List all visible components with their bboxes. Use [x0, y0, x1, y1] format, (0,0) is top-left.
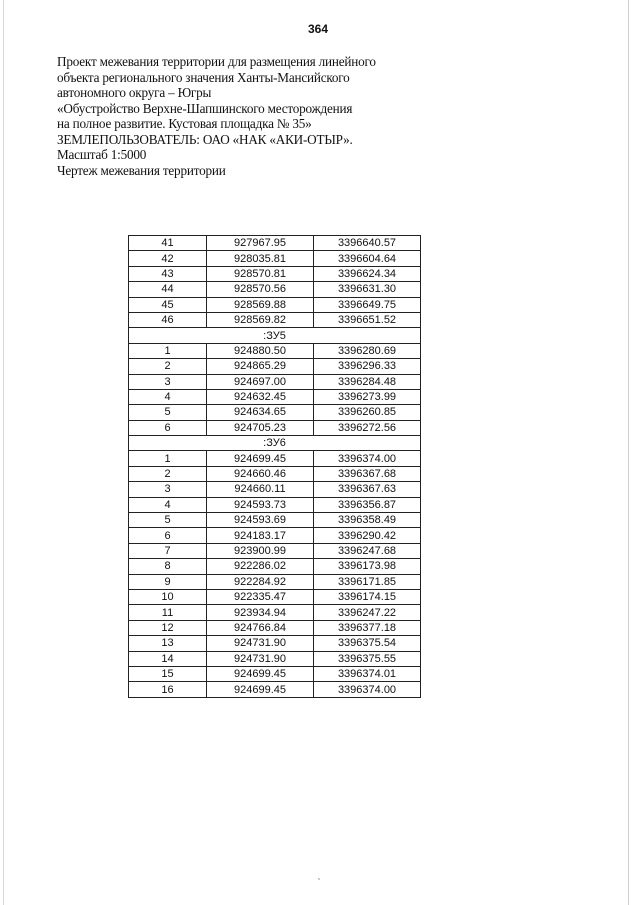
table-row: [129, 682, 421, 697]
table-row: [129, 589, 421, 604]
y-coordinate-cell: 3396651.52: [314, 312, 421, 327]
x-coordinate-cell: 924705.23: [207, 420, 314, 435]
table-row: [129, 282, 421, 297]
point-number-cell: 6: [129, 420, 207, 435]
x-coordinate-cell: 928570.56: [207, 282, 314, 297]
point-number-cell: 5: [129, 405, 207, 420]
point-number-cell: 46: [129, 312, 207, 327]
x-coordinate-cell: 922335.47: [207, 589, 314, 604]
y-coordinate-cell: 3396631.30: [314, 282, 421, 297]
table-row: [129, 266, 421, 281]
table-row: [129, 559, 421, 574]
table-row: [129, 466, 421, 481]
point-number-cell: 44: [129, 282, 207, 297]
x-coordinate-cell: 922284.92: [207, 574, 314, 589]
point-number-cell: 4: [129, 497, 207, 512]
x-coordinate-cell: 928570.81: [207, 266, 314, 281]
point-number-cell: 9: [129, 574, 207, 589]
y-coordinate-cell: 3396284.48: [314, 374, 421, 389]
title-line-landuser: ЗЕМЛЕПОЛЬЗОВАТЕЛЬ: ОАО «НАК «АКИ-ОТЫР».: [57, 131, 353, 147]
x-coordinate-cell: 922286.02: [207, 559, 314, 574]
table-row: [129, 528, 421, 543]
title-line-drawing: Чертеж межевания территории: [57, 162, 226, 178]
document-title-block: [57, 54, 387, 178]
y-coordinate-cell: 3396640.57: [314, 236, 421, 251]
y-coordinate-cell: 3396367.68: [314, 466, 421, 481]
x-coordinate-cell: 924865.29: [207, 359, 314, 374]
point-number-cell: 1: [129, 451, 207, 466]
point-number-cell: 8: [129, 559, 207, 574]
point-number-cell: 16: [129, 682, 207, 697]
title-line-pad: на полное развитие. Кустовая площадка № 35»: [57, 116, 312, 131]
x-coordinate-cell: 924660.46: [207, 466, 314, 481]
y-coordinate-cell: 3396247.22: [314, 605, 421, 620]
y-coordinate-cell: 3396375.55: [314, 651, 421, 666]
y-coordinate-cell: 3396174.15: [314, 589, 421, 604]
table-row: [129, 389, 421, 404]
x-coordinate-cell: 924880.50: [207, 343, 314, 358]
y-coordinate-cell: 3396171.85: [314, 574, 421, 589]
y-coordinate-cell: 3396356.87: [314, 497, 421, 512]
point-number-cell: 2: [129, 359, 207, 374]
x-coordinate-cell: 924634.65: [207, 405, 314, 420]
table-row: [129, 297, 421, 312]
x-coordinate-cell: 924766.84: [207, 620, 314, 635]
x-coordinate-cell: 924699.45: [207, 451, 314, 466]
table-row: [129, 420, 421, 435]
y-coordinate-cell: 3396358.49: [314, 513, 421, 528]
y-coordinate-cell: 3396247.68: [314, 543, 421, 558]
title-line-scale: Масштаб 1:5000: [57, 147, 147, 162]
table-row: [129, 574, 421, 589]
table-row: [129, 666, 421, 681]
point-number-cell: 3: [129, 482, 207, 497]
y-coordinate-cell: 3396260.85: [314, 405, 421, 420]
point-number-cell: 42: [129, 251, 207, 266]
section-label: :ЗУ6: [129, 436, 421, 451]
y-coordinate-cell: 3396273.99: [314, 389, 421, 404]
scan-speck: [318, 878, 320, 880]
table-row: [129, 497, 421, 512]
point-number-cell: 10: [129, 589, 207, 604]
y-coordinate-cell: 3396604.64: [314, 251, 421, 266]
table-row: [129, 605, 421, 620]
point-number-cell: 7: [129, 543, 207, 558]
y-coordinate-cell: 3396377.18: [314, 620, 421, 635]
title-line-region: автономного округа – Югры: [57, 85, 212, 100]
point-number-cell: 45: [129, 297, 207, 312]
table-row: [129, 374, 421, 389]
title-line-project: Проект межевания территории для размещения линейного: [57, 54, 376, 69]
y-coordinate-cell: 3396374.00: [314, 682, 421, 697]
table-row: [129, 651, 421, 666]
table-row: [129, 405, 421, 420]
y-coordinate-cell: 3396280.69: [314, 343, 421, 358]
x-coordinate-cell: 924699.45: [207, 666, 314, 681]
y-coordinate-cell: 3396375.54: [314, 636, 421, 651]
table-row: [129, 620, 421, 635]
x-coordinate-cell: 928035.81: [207, 251, 314, 266]
point-number-cell: 6: [129, 528, 207, 543]
y-coordinate-cell: 3396367.63: [314, 482, 421, 497]
table-row: [129, 543, 421, 558]
table-row: [129, 343, 421, 358]
page-edge-left: [3, 0, 4, 905]
point-number-cell: 13: [129, 636, 207, 651]
x-coordinate-cell: 928569.88: [207, 297, 314, 312]
title-line-field: «Обустройство Верхне-Шапшинского месторождения: [57, 100, 353, 116]
point-number-cell: 3: [129, 374, 207, 389]
table-row: [129, 236, 421, 251]
point-number-cell: 1: [129, 343, 207, 358]
point-number-cell: 12: [129, 620, 207, 635]
x-coordinate-cell: 923900.99: [207, 543, 314, 558]
x-coordinate-cell: 924183.17: [207, 528, 314, 543]
y-coordinate-cell: 3396173.98: [314, 559, 421, 574]
point-number-cell: 4: [129, 389, 207, 404]
y-coordinate-cell: 3396374.01: [314, 666, 421, 681]
y-coordinate-cell: 3396649.75: [314, 297, 421, 312]
y-coordinate-cell: 3396374.00: [314, 451, 421, 466]
section-label: :ЗУ5: [129, 328, 421, 343]
point-number-cell: 5: [129, 513, 207, 528]
point-number-cell: 43: [129, 266, 207, 281]
coordinates-table-body: [129, 236, 421, 698]
x-coordinate-cell: 923934.94: [207, 605, 314, 620]
title-line-object: объекта регионального значения Ханты-Мансийского: [57, 69, 350, 85]
x-coordinate-cell: 924593.73: [207, 497, 314, 512]
table-row: [129, 312, 421, 327]
point-number-cell: 15: [129, 666, 207, 681]
table-row: [129, 636, 421, 651]
point-number-cell: 11: [129, 605, 207, 620]
table-row: [129, 451, 421, 466]
table-section-row: [129, 436, 421, 451]
point-number-cell: 2: [129, 466, 207, 481]
y-coordinate-cell: 3396290.42: [314, 528, 421, 543]
x-coordinate-cell: 927967.95: [207, 236, 314, 251]
x-coordinate-cell: 924699.45: [207, 682, 314, 697]
x-coordinate-cell: 924731.90: [207, 651, 314, 666]
page-number: 364: [307, 22, 329, 36]
y-coordinate-cell: 3396296.33: [314, 359, 421, 374]
page-edge-right: [628, 0, 629, 905]
table-row: [129, 251, 421, 266]
table-row: [129, 513, 421, 528]
x-coordinate-cell: 924697.00: [207, 374, 314, 389]
table-row: [129, 482, 421, 497]
point-number-cell: 14: [129, 651, 207, 666]
table-row: [129, 359, 421, 374]
x-coordinate-cell: 924731.90: [207, 636, 314, 651]
x-coordinate-cell: 924632.45: [207, 389, 314, 404]
x-coordinate-cell: 928569.82: [207, 312, 314, 327]
x-coordinate-cell: 924593.69: [207, 513, 314, 528]
table-section-row: [129, 328, 421, 343]
y-coordinate-cell: 3396624.34: [314, 266, 421, 281]
x-coordinate-cell: 924660.11: [207, 482, 314, 497]
point-number-cell: 41: [129, 236, 207, 251]
coordinates-table: [128, 235, 421, 698]
y-coordinate-cell: 3396272.56: [314, 420, 421, 435]
